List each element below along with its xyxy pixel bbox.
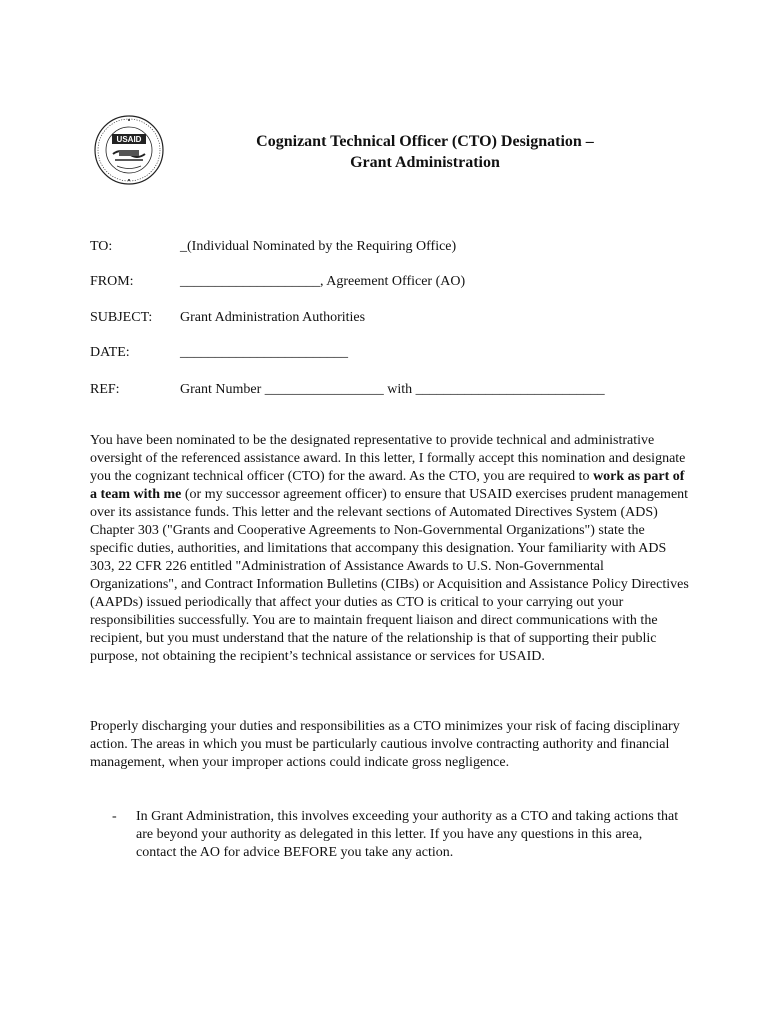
ref-value: Grant Number _________________ with ___________________________ (180, 382, 605, 397)
paragraph1-part1: You have been nominated to be the designated representative to provide technical and administrative oversight of the referenced assistance award. In this letter, I formally accept this nomination and designate you the cognizant technical officer (CTO) for the award. As the CTO, you are required to (90, 433, 686, 484)
to-label: TO: (90, 239, 113, 254)
ref-label: REF: (90, 382, 120, 397)
paragraph-nomination (90, 432, 690, 666)
seal-usaid-text: USAID (116, 135, 142, 144)
title-line-1: Cognizant Technical Officer (CTO) Designation – (256, 133, 594, 150)
bullet-marker: - (112, 809, 117, 824)
date-value: ________________________ (180, 345, 348, 360)
subject-value: Grant Administration Authorities (180, 310, 366, 325)
from-label: FROM: (90, 274, 134, 289)
paragraph1-part2: (or my successor agreement officer) to ensure that USAID exercises prudent management over its assistance funds. This letter and the relevant sections of Automated Directives System (ADS) Chapter 303 ("Grants and Cooperative Agreements to Non-Governmental Organizations") state the specific duties, authorities, and limitations that accompany this designation. Your familiarity with ADS 303, 22 CFR 226 entitled "Administration of Assistance Awards to U.S. Non-Governmental Organizations", and Contract Information Bulletins (CIBs) or Acquisition and Assistance Policy Directives (AAPDs) issued periodically that affect your duties as CTO is critical to your carrying out your responsibilities successfully. You are to maintain frequent liaison and direct communications with the recipient, but you must understand that the nature of the relationship is that of supporting their public purpose, not obtaining the recipient’s technical assistance or services for USAID. (90, 487, 689, 664)
to-value: _(Individual Nominated by the Requiring Office) (180, 239, 457, 254)
from-value: ____________________, Agreement Officer (AO) (180, 274, 466, 289)
document-title (170, 131, 680, 173)
date-label: DATE: (90, 345, 130, 360)
paragraph1-bold: work as part of a team with me (90, 469, 685, 502)
bullet-text: In Grant Administration, this involves exceeding your authority as a CTO and taking actions that are beyond your authority as delegated in this letter. If you have any questions in this area, contact the AO for advice BEFORE you take any action. (136, 809, 679, 860)
paragraph-duties (90, 718, 690, 772)
subject-label: SUBJECT: (90, 310, 153, 325)
usaid-seal-logo (93, 114, 165, 186)
paragraph2-text: Properly discharging your duties and responsibilities as a CTO minimizes your risk of facing disciplinary action. The areas in which you must be particularly cautious involve contracting authority and financial management, when your improper actions could indicate gross negligence. (90, 719, 680, 770)
title-line-2: Grant Administration (350, 154, 500, 171)
